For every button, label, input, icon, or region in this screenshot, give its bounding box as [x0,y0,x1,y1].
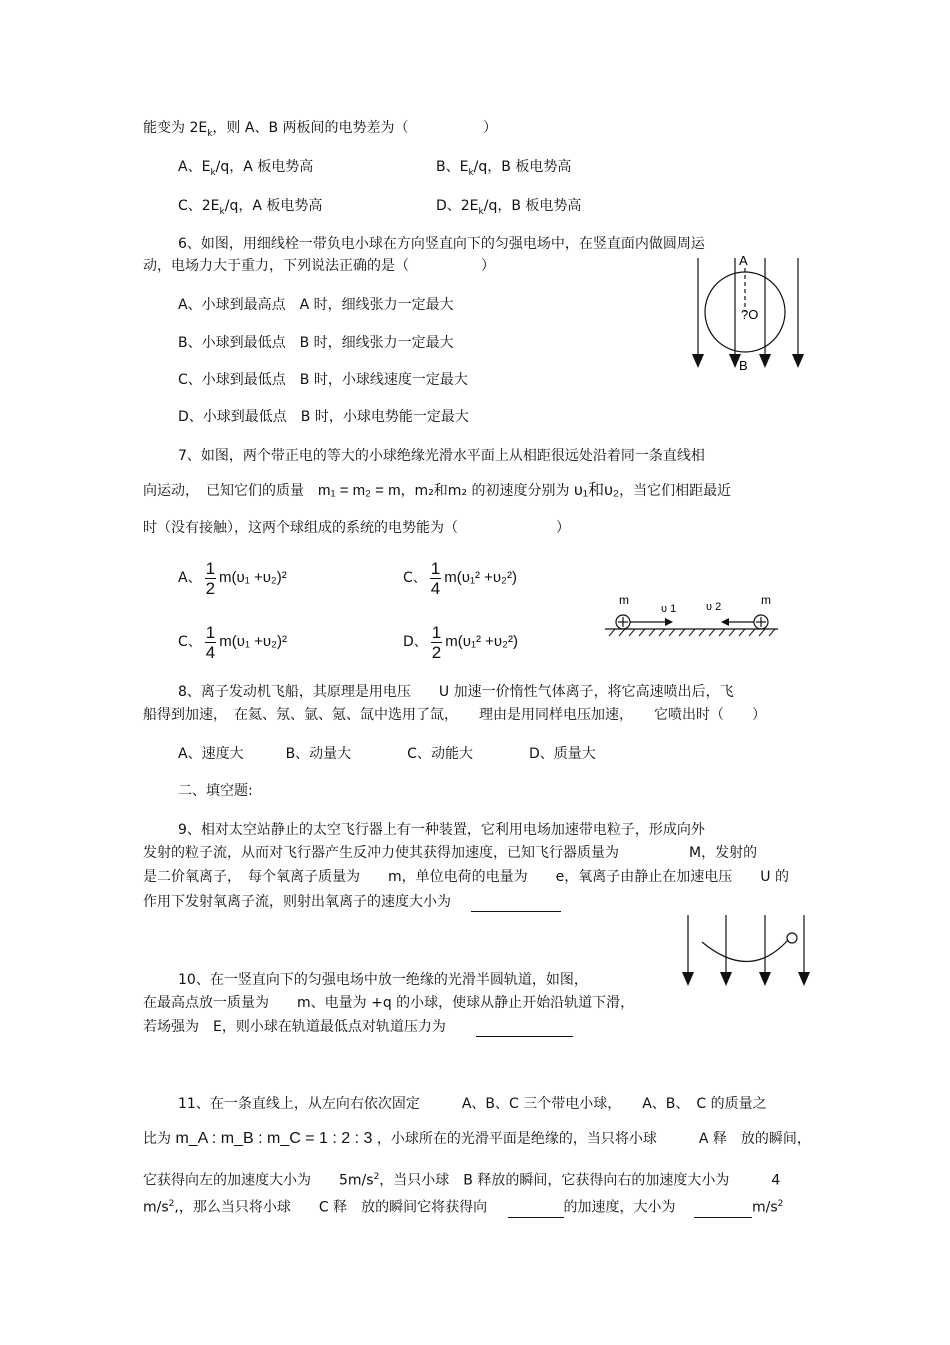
q5-stem: 能变为 $2E_k$，则 A、B 两板间的电势差为（ ） [143,120,497,139]
q10-ball [787,933,797,943]
q6-option-b: B、小球到最低点 B 时，细线张力一定最大 [178,335,454,351]
q8-options: A、速度大 B、动量大 C、动能大 D、质量大 [178,746,596,762]
section-title-fill-in: 二、填空题: [178,783,253,799]
field-arrow-icon [759,354,771,368]
field-arrow-icon [798,972,810,986]
q7-label-m-left: m [619,593,629,607]
q6-label-a: A [739,253,748,268]
q10-line1: 10、在一竖直向下的匀强电场中放一绝缘的光滑半圆轨道，如图， [178,972,588,988]
q9-answer-blank[interactable] [471,895,561,912]
field-arrow-icon [692,354,704,368]
q11-magnitude-blank[interactable] [694,1201,752,1218]
q9-line4: 作用下发射氧离子流，则射出氧离子的速度大小为 [143,892,561,912]
q7-line1: 7、如图，两个带正电的等大的小球绝缘光滑水平面上从相距很远处沿着同一条直线相 [178,448,705,464]
q7-option-c: C、 $\frac{1}{4}$ m(υ₁ +υ₂)² [178,622,287,662]
q6-figure [680,250,810,375]
q7-mass-equation: m₁ = m₂ = m [318,482,401,499]
q6-option-d: D、小球到最低点 B 时，小球电势能一定最大 [178,409,469,425]
q7-option-b: C、 $\frac{1}{4}$ m(υ₁² +υ₂²) [403,558,517,598]
q7-figure [603,592,783,642]
field-arrow-icon [759,972,771,986]
q6-option-a: A、小球到最高点 A 时，细线张力一定最大 [178,297,454,313]
q6-label-o: ?O [741,307,759,322]
q6-label-b: B [739,358,748,373]
q11-mass-ratio: m_A : m_B : m_C = 1 : 2 : 3 [175,1130,373,1147]
q7-label-v2: υ 2 [706,601,722,613]
q11-line1: 11、在一条直线上，从左向右依次固定 A、B、C 三个带电小球， A、B、 C 的质量之 [178,1096,767,1112]
q6-option-c: C、小球到最低点 B 时，小球线速度一定最大 [178,372,468,388]
q5-option-a: A、$E_k/q$，A 板电势高 [178,159,314,178]
q6-line1: 6、如图，用细线栓一带负电小球在方向竖直向下的匀强电场中，在竖直面内做圆周运 [178,236,705,252]
q7-label-v1: υ 1 [661,603,677,615]
q10-answer-blank[interactable] [476,1020,573,1037]
q5-option-c: C、$2E_k/q$，A 板电势高 [178,198,323,217]
field-arrow-icon [682,972,694,986]
q9-line2: 发射的粒子流，从而对飞行器产生反冲力使其获得加速度，已知飞行器质量为 M，发射的 [143,845,758,861]
q10-semicircle-track [702,940,788,962]
q8-line2: 船得到加速， 在氦、氖、氩、氪、氙中选用了氙， 理由是用同样电压加速， 它喷出时（ ） [143,707,766,723]
q11-line3: 它获得向左的加速度大小为 $5m/s^2$，当只小球 B 释放的瞬间，它获得向右的加速度大小为 4 [143,1172,781,1189]
q11-direction-blank[interactable] [508,1201,564,1218]
q10-figure [680,910,815,990]
q7-label-m-right: m [761,593,771,607]
field-arrow-icon [720,972,732,986]
arrow-left-icon [721,618,729,626]
q7-option-a: A、 $\frac{1}{2}$ m(υ₁ +υ₂)² [178,558,287,598]
q6-line2: 动，电场力大于重力，下列说法正确的是（ ） [143,258,495,274]
q9-line1: 9、相对太空站静止的太空飞行器上有一种装置，它利用电场加速带电粒子，形成向外 [178,822,705,838]
q10-line3: 若场强为 E，则小球在轨道最低点对轨道压力为 [143,1017,573,1037]
field-arrow-icon [792,354,804,368]
q5-option-d: D、$2E_k/q$，B 板电势高 [436,198,582,217]
q10-line2: 在最高点放一质量为 m、电量为 +q 的小球，使球从静止开始沿轨道下滑， [143,995,635,1011]
q11-line2: 比为 m_A : m_B : m_C = 1 : 2 : 3 ，小球所在的光滑平面是绝缘的，当只将小球 A 释 放的瞬间， [143,1130,811,1147]
q9-line3: 是二价氧离子， 每个氧离子质量为 m，单位电荷的电量为 e，氧离子由静止在加速电压 U 的 [143,869,789,885]
q7-line3: 时（没有接触），这两个球组成的系统的电势能为（ ） [143,520,570,536]
q7-velocity-pair: υ₁和υ₂ [573,482,620,499]
q8-line1: 8、离子发动机飞船，其原理是用电压 U 加速一价惰性气体离子，将它高速喷出后，飞 [178,684,734,700]
q5-option-b: B、$E_k/q$，B 板电势高 [436,159,572,178]
arrow-right-icon [665,618,673,626]
q7-option-d: D、 $\frac{1}{2}$ m(υ₁² +υ₂²) [403,622,518,662]
q7-line2: 向运动， 已知它们的质量 m₁ = m₂ = m，m₂和m₂ 的初速度分别为 υ₁和υ₂，当它们相距最近 [143,482,732,499]
q11-line4: $m/s^2$,，那么当只将小球 C 释 放的瞬间它将获得向 的加速度，大小为 $m/s^2$ [143,1199,784,1216]
